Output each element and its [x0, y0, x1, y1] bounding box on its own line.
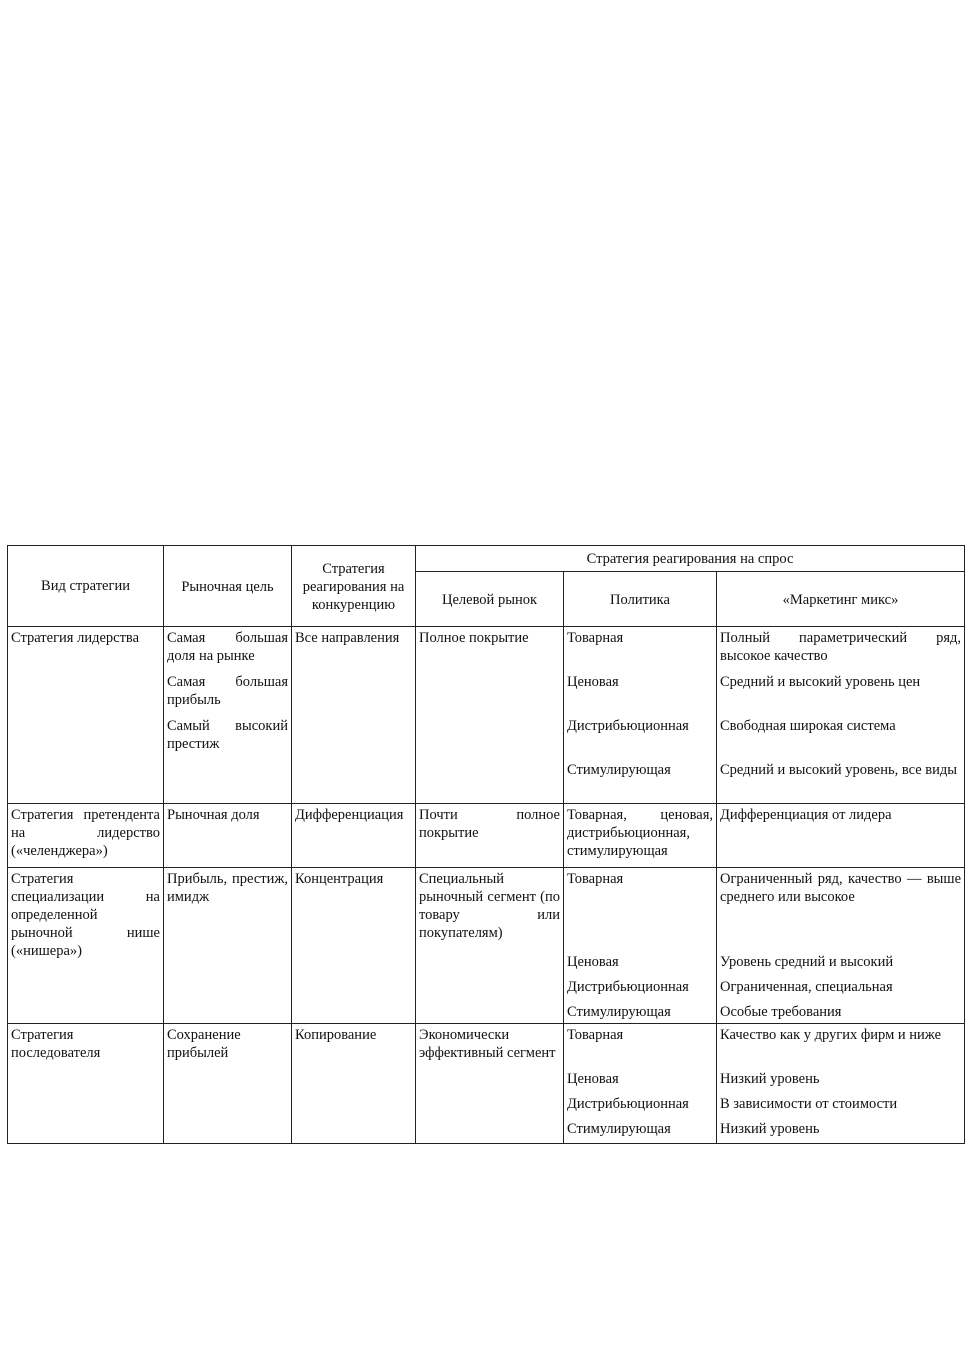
mix-item: Полный параметрический ряд, высокое качество — [720, 630, 962, 664]
goal-cell: Рыночная доля — [164, 804, 292, 868]
mix-item: Качество как у других фирм и ниже — [720, 1027, 942, 1043]
table-row — [8, 1024, 965, 1144]
strategy-table — [7, 545, 965, 1144]
goal-cell: Прибыль, престиж, имидж — [164, 868, 292, 1024]
header-goal: Рыночная цель — [164, 546, 292, 627]
policy-cell — [564, 627, 717, 804]
policy-item: Товарная — [567, 630, 624, 646]
header-demand-group: Стратегия реагирования на спрос — [416, 546, 965, 572]
table-row — [8, 868, 965, 1024]
mix-cell — [717, 627, 965, 804]
competition-cell: Копирование — [292, 1024, 416, 1144]
market-cell: Специальный рыночный сегмент (по товару или покупателям) — [416, 868, 564, 1024]
policy-item: Дистрибьюционная — [567, 718, 689, 734]
policy-item: Стимулирующая — [567, 762, 671, 778]
goal-cell — [164, 627, 292, 804]
mix-cell — [717, 1024, 965, 1144]
mix-item: Уровень средний и высокий — [720, 954, 894, 970]
strategy-cell: Стратегия последователя — [8, 1024, 164, 1144]
mix-item: Свободная широкая система — [720, 718, 896, 734]
policy-item: Дистрибьюционная — [567, 979, 689, 995]
policy-item: Ценовая — [567, 1071, 619, 1087]
mix-item: Средний и высокий уровень, все виды — [720, 762, 958, 778]
policy-item: Товарная — [567, 1027, 624, 1043]
market-cell: Экономически эффективный сегмент — [416, 1024, 564, 1144]
policy-item: Стимулирующая — [567, 1004, 671, 1020]
header-mix: «Маркетинг микс» — [717, 572, 965, 627]
mix-item: Особые требования — [720, 1004, 842, 1020]
header-policy: Политика — [564, 572, 717, 627]
goal-item: Самая большая доля на рынке — [167, 630, 288, 664]
goal-item: Самая большая прибыль — [167, 674, 288, 708]
strategy-cell: Стратегия лидерства — [8, 627, 164, 804]
strategy-cell: Стратегия специализации на определенной рыночной нише («нишера») — [8, 868, 164, 1024]
policy-cell — [564, 1024, 717, 1144]
policy-item: Ценовая — [567, 674, 619, 690]
goal-cell: Сохранение прибылей — [164, 1024, 292, 1144]
table-row — [8, 804, 965, 868]
mix-item: Низкий уровень — [720, 1121, 820, 1137]
mix-item: Ограниченная, специальная — [720, 979, 893, 995]
market-cell: Полное покрытие — [416, 627, 564, 804]
policy-item: Ценовая — [567, 954, 619, 970]
mix-cell — [717, 868, 965, 1024]
header-vid: Вид стратегии — [8, 546, 164, 627]
policy-item: Стимулирующая — [567, 1121, 671, 1137]
policy-cell: Товарная, ценовая, дистрибьюционная, стимулирующая — [564, 804, 717, 868]
policy-cell — [564, 868, 717, 1024]
policy-item: Дистрибьюционная — [567, 1096, 689, 1112]
competition-cell: Концентрация — [292, 868, 416, 1024]
strategy-cell: Стратегия претендента на лидерство («челенджера») — [8, 804, 164, 868]
market-cell: Почти полное покрытие — [416, 804, 564, 868]
header-competition: Стратегия реагирования на конкуренцию — [292, 546, 416, 627]
mix-item: Средний и высокий уровень цен — [720, 674, 921, 690]
table-row — [8, 627, 965, 804]
competition-cell: Все направления — [292, 627, 416, 804]
goal-item: Самый высокий престиж — [167, 718, 288, 752]
mix-cell: Дифференциация от лидера — [717, 804, 965, 868]
mix-item: Ограниченный ряд, качество — выше среднего или высокое — [720, 871, 962, 905]
competition-cell: Дифференциация — [292, 804, 416, 868]
mix-item: В зависимости от стоимости — [720, 1096, 898, 1112]
header-target-market: Целевой рынок — [416, 572, 564, 627]
mix-item: Низкий уровень — [720, 1071, 820, 1087]
policy-item: Товарная — [567, 871, 624, 887]
